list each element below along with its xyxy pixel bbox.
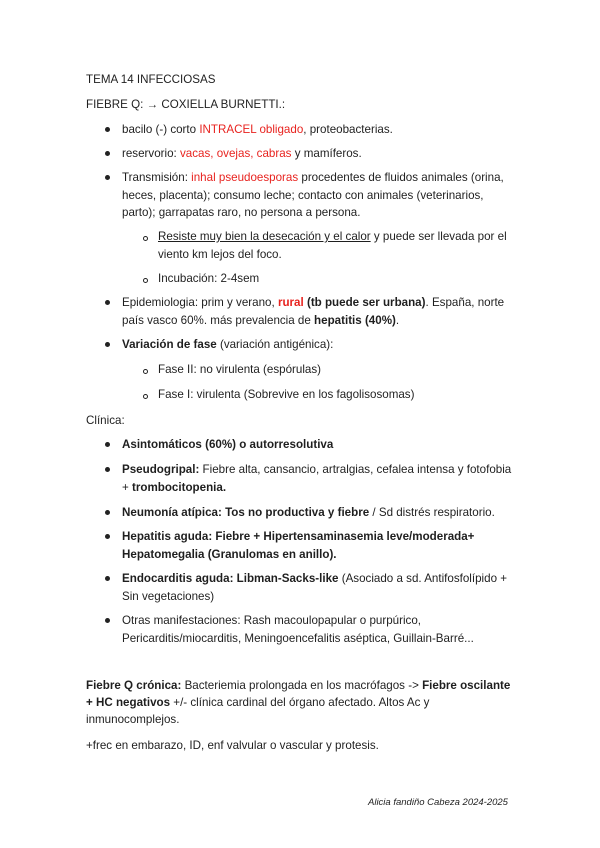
- frec-note: +frec en embarazo, ID, enf valvular o vascular y protesis.: [86, 739, 379, 752]
- list-item-reservorio: reservorio: vacas, ovejas, cabras y mamíferos.: [122, 145, 517, 163]
- sub-item-fase-i: Fase I: virulenta (Sobrevive en los fagolisosomas): [158, 386, 516, 404]
- sub-bullet-icon: [143, 236, 148, 241]
- list-item-hepatitis-aguda: Hepatitis aguda: Fiebre + Hipertensaminasemia leve/moderada+ Hepatomegalia (Granulomas en anillo).: [122, 528, 517, 563]
- bullet-icon: [105, 618, 110, 623]
- sub-item-incubacion: Incubación: 2-4sem: [158, 270, 516, 288]
- bullet-icon: [105, 510, 110, 515]
- list-item-pseudogripal: Pseudogripal: Fiebre alta, cansancio, artralgias, cefalea intensa y fotofobia + trombocitopenia.: [122, 461, 517, 496]
- bullet-icon: [105, 467, 110, 472]
- list-item-bacilo: bacilo (-) corto INTRACEL obligado, proteobacterias.: [122, 121, 517, 139]
- bullet-icon: [105, 576, 110, 581]
- sub-item-fase-ii: Fase II: no virulenta (espórulas): [158, 361, 516, 379]
- list-item-epidemiologia: Epidemiologia: prim y verano, rural (tb puede ser urbana). España, norte país vasco 60%. más prevalencia de hepatitis (40%).: [122, 294, 517, 329]
- sub-item-resiste: Resiste muy bien la desecación y el calor y puede ser llevada por el viento km lejos del foco.: [158, 228, 516, 263]
- sub-bullet-icon: [143, 278, 148, 283]
- highlight-text: vacas, ovejas, cabras: [180, 147, 292, 160]
- highlight-text: INTRACEL obligado: [199, 123, 304, 136]
- page-title: TEMA 14 INFECCIOSAS: [86, 73, 216, 86]
- list-item-transmision: Transmisión: inhal pseudoesporas procedentes de fluidos animales (orina, heces, placenta); consumo leche; contacto con animales (veterinarios, parto); garrapatas raro, no persona a persona.: [122, 169, 517, 222]
- sub-bullet-icon: [143, 394, 148, 399]
- highlight-text: inhal pseudoesporas: [191, 171, 299, 184]
- bullet-icon: [105, 442, 110, 447]
- bullet-icon: [105, 300, 110, 305]
- author-footer: Alicia fandiño Cabeza 2024-2025: [368, 797, 508, 808]
- bullet-icon: [105, 127, 110, 132]
- list-item-endocarditis: Endocarditis aguda: Libman-Sacks-like (Asociado a sd. Antifosfolípido + Sin vegetaciones): [122, 570, 517, 605]
- sub-bullet-icon: [143, 369, 148, 374]
- bullet-icon: [105, 534, 110, 539]
- list-item-variacion-fase: Variación de fase (variación antigénica):: [122, 336, 517, 354]
- section-title-fiebre-q: FIEBRE Q: → COXIELLA BURNETTI.:: [86, 98, 286, 111]
- list-item-asintomaticos: Asintomáticos (60%) o autorresolutiva: [122, 436, 517, 454]
- bullet-icon: [105, 151, 110, 156]
- cronica-paragraph: Fiebre Q crónica: Bacteriemia prolongada en los macrófagos -> Fiebre oscilante + HC negativos +/- clínica cardinal del órgano afectado. Altos Ac y inmunocomplejos.: [86, 679, 511, 726]
- bullet-icon: [105, 342, 110, 347]
- bullet-icon: [105, 175, 110, 180]
- clinica-heading: Clínica:: [86, 414, 125, 427]
- list-item-otras: Otras manifestaciones: Rash macoulopapular o purpúrico, Pericarditis/miocarditis, Meningoencefalitis aséptica, Guillain-Barré...: [122, 612, 517, 647]
- list-item-neumonia: Neumonía atípica: Tos no productiva y fiebre / Sd distrés respiratorio.: [122, 504, 517, 522]
